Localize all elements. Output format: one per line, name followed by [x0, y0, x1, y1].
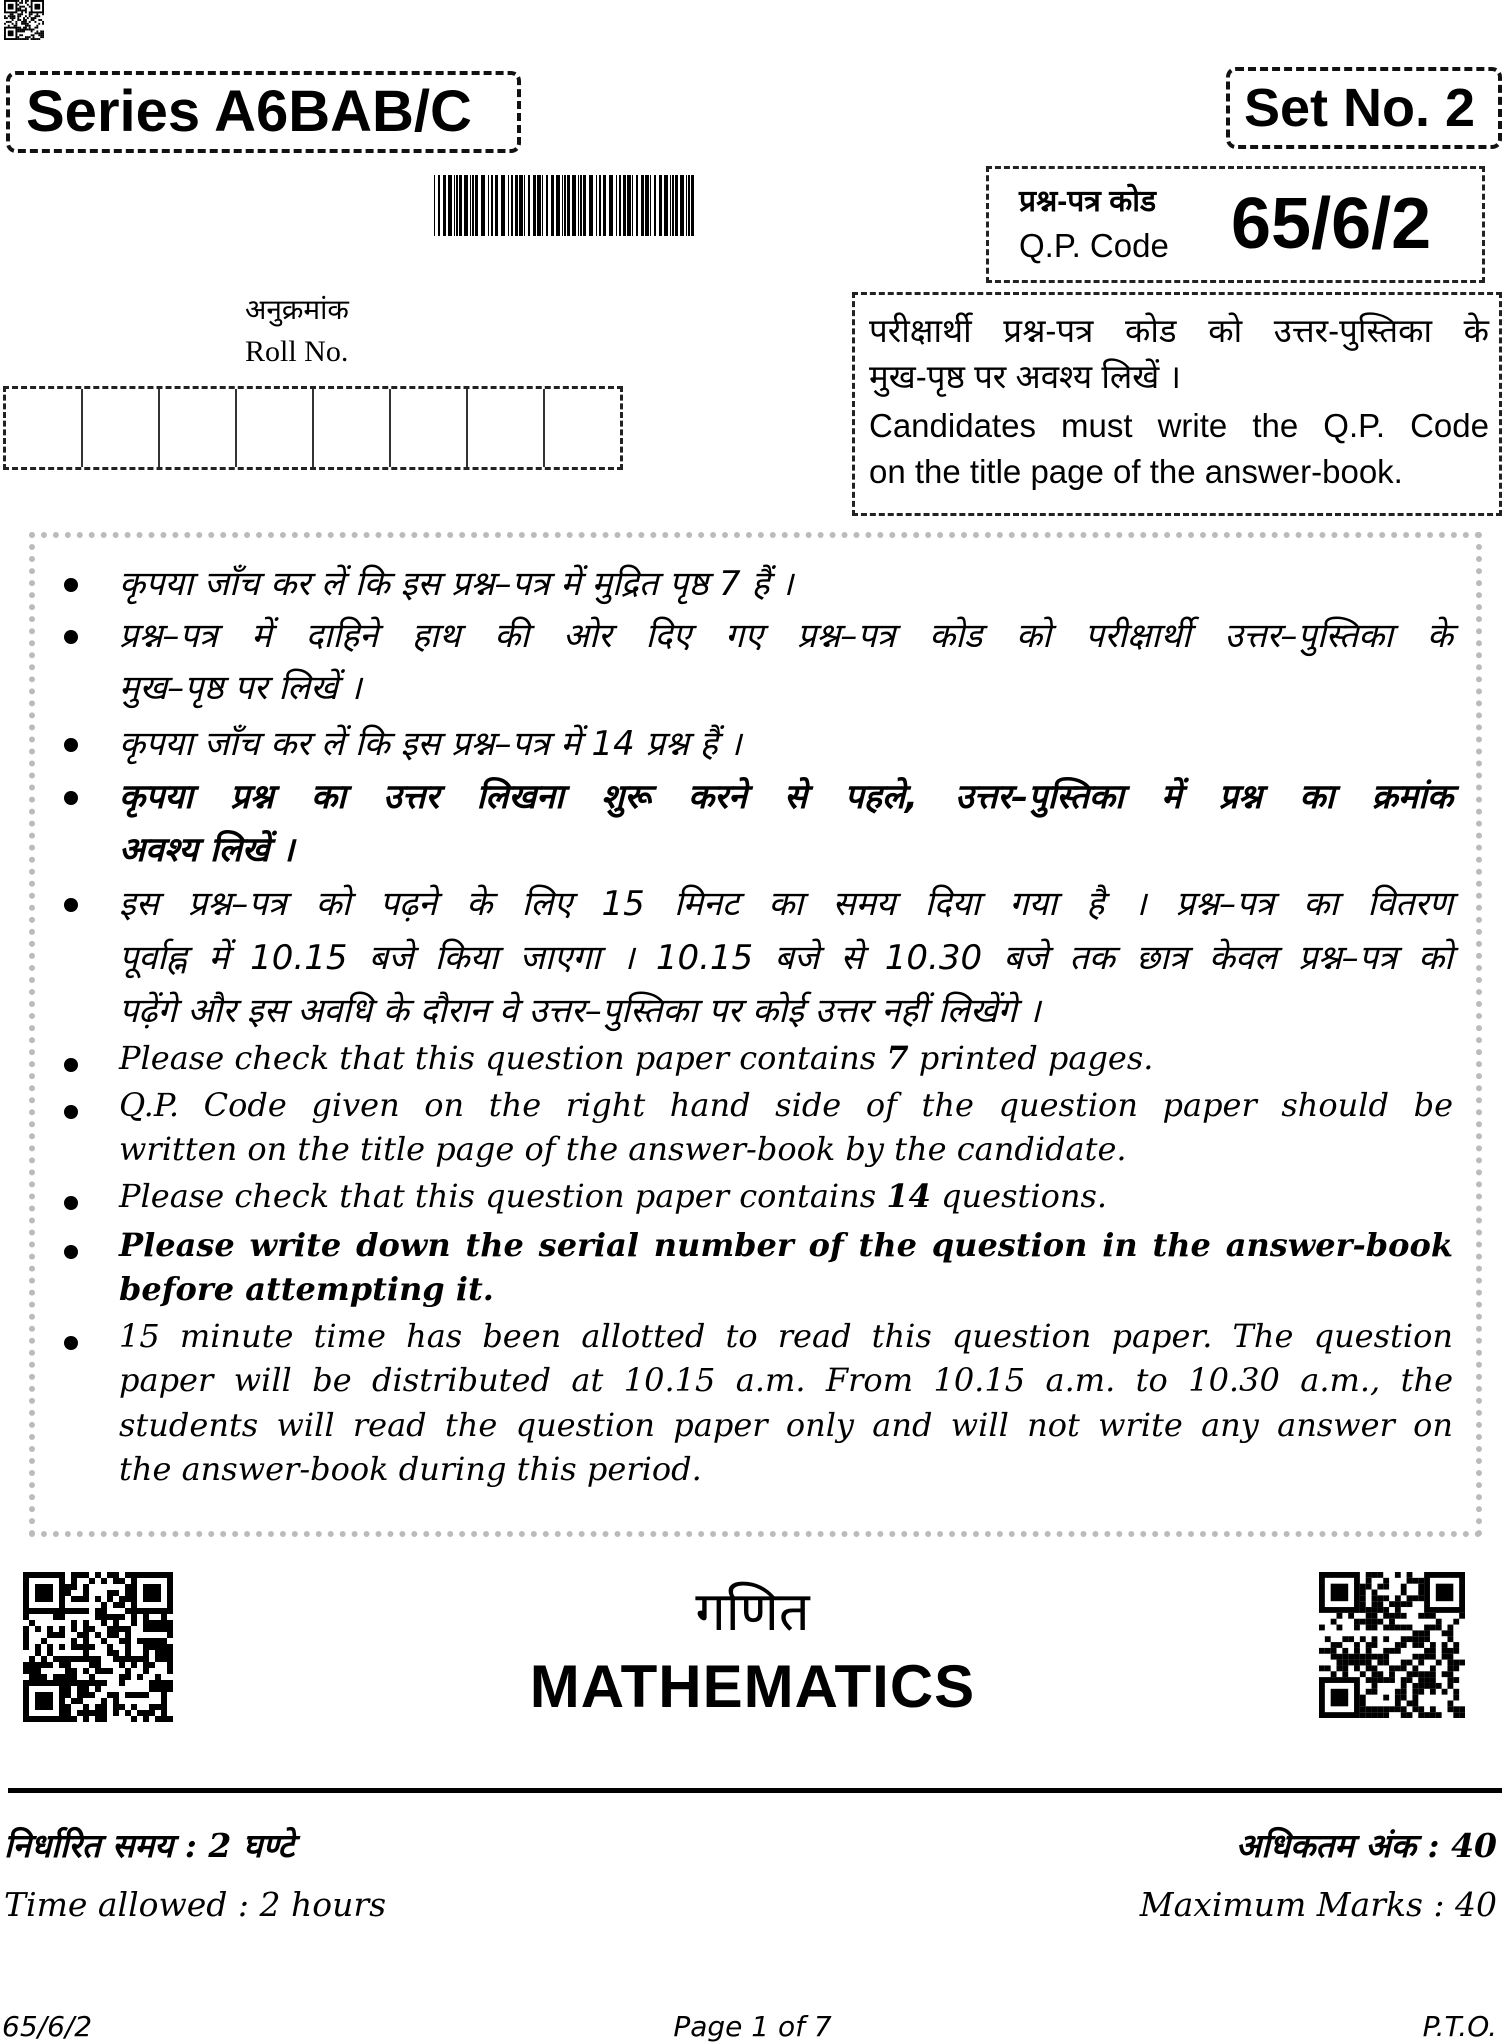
qr-code-small [0, 0, 48, 40]
instruction-text: पूर्वाह्न में 10.15 बजे किया जाएगा । 10.15 बजे से 10.30 बजे तक छात्र केवल प्रश्न–पत्र को [119, 938, 1453, 978]
instruction-line [119, 772, 1453, 818]
instruction-line [119, 1039, 1453, 1077]
bullet-icon [64, 1196, 78, 1210]
footer-pto: P.T.O. [1422, 2010, 1497, 2043]
instruction-line [119, 1406, 1453, 1444]
instruction-line [119, 1270, 1453, 1308]
roll-number-cell[interactable] [160, 389, 237, 467]
bullet-icon [64, 738, 78, 752]
instruction-text: Please write down the serial number of the question in the answer-book [119, 1226, 1453, 1264]
instruction-line [119, 559, 1453, 605]
instruction-text: कृपया जाँच कर लें कि इस प्रश्न–पत्र में मुद्रित पृष्ठ 7 हैं । [119, 564, 794, 604]
instruction-text: Q.P. Code given on the right hand side of the question paper should be [119, 1086, 1453, 1124]
instruction-text: कृपया प्रश्न का उत्तर लिखना शुरू करने से पहले, उत्तर–पुस्तिका में प्रश्न का क्रमांक [119, 777, 1453, 817]
bullet-icon [64, 1336, 78, 1350]
bullet-icon [64, 630, 78, 644]
instruction-text: Please check that this question paper contains [119, 1039, 887, 1077]
instruction-line [119, 1177, 1453, 1215]
instruction-text: प्रश्न–पत्र में दाहिने हाथ की ओर दिए गए प्रश्न–पत्र कोड को परीक्षार्थी उत्तर–पुस्तिका के [119, 616, 1453, 656]
instruction-text: अवश्य लिखें । [119, 830, 295, 870]
instruction-line [119, 986, 1453, 1032]
footer-page: Page 1 of 7 [673, 2010, 832, 2043]
instruction-text: इस प्रश्न–पत्र को पढ़ने के लिए 15 मिनट का समय दिया गया है । प्रश्न–पत्र का वितरण [119, 884, 1453, 924]
instruction-line [119, 825, 1453, 871]
instruction-text: 14 [886, 1177, 931, 1215]
note-line: मुख-पृष्ठ पर अवश्य लिखें । [869, 358, 1181, 395]
instruction-text: 15 minute time has been allotted to read this question paper. The question [119, 1317, 1453, 1355]
roll-number-cell[interactable] [83, 389, 160, 467]
max-marks-hindi: अधिकतम अंक : 40 [1235, 1826, 1497, 1865]
note-line: परीक्षार्थी प्रश्न-पत्र कोड को उत्तर-पुस्तिका के [869, 312, 1489, 349]
instruction-text: 7 [886, 1039, 909, 1077]
instruction-text: written on the title page of the answer-book by the candidate. [119, 1130, 1127, 1168]
time-allowed-hindi: निर्धारित समय : 2 घण्टे [4, 1826, 295, 1865]
instruction-line [119, 663, 1453, 709]
roll-number-boxes[interactable] [3, 386, 623, 470]
instruction-line [119, 933, 1453, 979]
instruction-line [119, 1361, 1453, 1399]
set-number: Set No. 2 [1226, 67, 1502, 149]
qp-code-label: Q.P. Code [1019, 227, 1169, 264]
roll-label-hindi: अनुक्रमांक [245, 295, 349, 326]
instruction-line [119, 1450, 1453, 1488]
qp-code-box [986, 166, 1485, 283]
roll-number-cell[interactable] [468, 389, 545, 467]
instruction-line [119, 1226, 1453, 1264]
note-line: Candidates must write the Q.P. Code [869, 407, 1489, 444]
qp-code-value: 65/6/2 [1231, 184, 1432, 264]
bullet-icon [64, 791, 78, 805]
divider [8, 1788, 1502, 1793]
instruction-text: students will read the question paper only and will not write any answer on [119, 1406, 1453, 1444]
instruction-text: Please check that this question paper contains [119, 1177, 887, 1215]
instruction-text: the answer-book during this period. [119, 1450, 702, 1488]
bullet-icon [64, 578, 78, 592]
note-line: on the title page of the answer-book. [869, 453, 1403, 490]
instruction-text: मुख–पृष्ठ पर लिखें । [119, 668, 362, 708]
bullet-icon [64, 1105, 78, 1119]
roll-number-cell[interactable] [314, 389, 391, 467]
footer-code: 65/6/2 [2, 2010, 93, 2043]
series-label: Series [26, 79, 201, 144]
instruction-text: पढ़ेंगे और इस अवधि के दौरान वे उत्तर–पुस्तिका पर कोई उत्तर नहीं लिखेंगे । [119, 991, 1041, 1031]
instruction-text: paper will be distributed at 10.15 a.m. From 10.15 a.m. to 10.30 a.m., the [119, 1361, 1453, 1399]
time-allowed: Time allowed : 2 hours [4, 1885, 387, 1924]
roll-number-cell[interactable] [6, 389, 83, 467]
instruction-line [119, 1130, 1453, 1168]
series-box [6, 71, 521, 153]
instruction-line [119, 1317, 1453, 1355]
instruction-line [119, 611, 1453, 657]
bullet-icon [64, 1245, 78, 1259]
max-marks: Maximum Marks : 40 [1139, 1885, 1497, 1924]
instruction-text: before attempting it. [119, 1270, 494, 1308]
instruction-text: printed pages. [908, 1039, 1154, 1077]
qp-code-note [852, 292, 1502, 516]
instruction-text: questions. [930, 1177, 1108, 1215]
qp-code-label-hindi: प्रश्न-पत्र कोड [1019, 185, 1157, 218]
subject-title: MATHEMATICS [529, 1653, 976, 1720]
bullet-icon [64, 898, 78, 912]
instruction-text: कृपया जाँच कर लें कि इस प्रश्न–पत्र में 14 प्रश्न हैं । [119, 724, 742, 764]
bullet-icon [64, 1058, 78, 1072]
roll-number-cell[interactable] [237, 389, 314, 467]
series-code: A6BAB/C [214, 79, 472, 144]
roll-number-cell[interactable] [391, 389, 468, 467]
instruction-line [119, 879, 1453, 925]
roll-label: Roll No. [245, 335, 349, 368]
subject-title-hindi: गणित [695, 1580, 810, 1643]
instruction-line [119, 1086, 1453, 1124]
instruction-line [119, 719, 1453, 765]
roll-number-cell[interactable] [545, 389, 620, 467]
barcode [434, 175, 694, 236]
